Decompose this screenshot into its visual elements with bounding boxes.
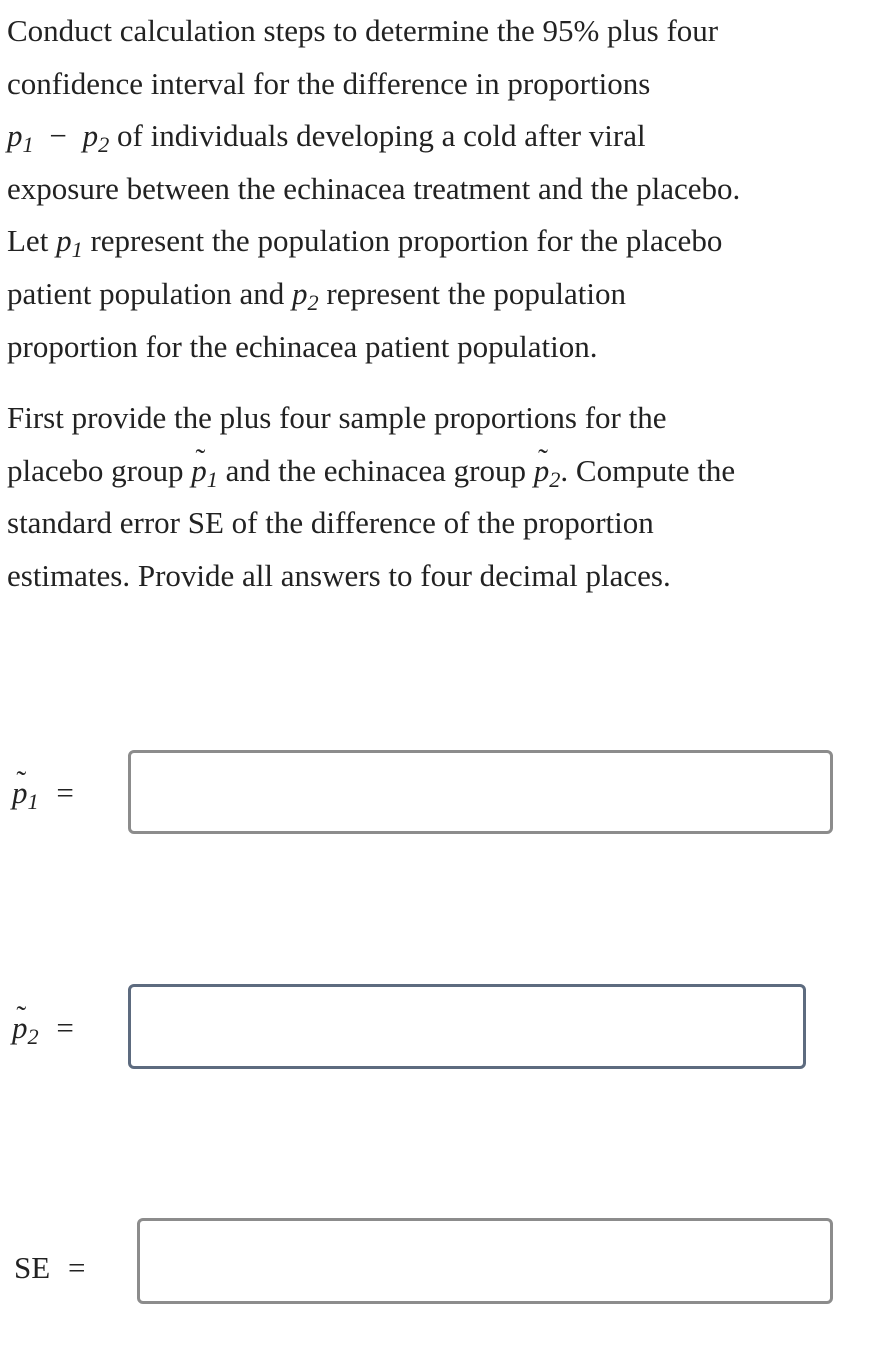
question-paragraph-1 xyxy=(7,5,877,373)
question-text: patient population and xyxy=(7,275,285,311)
question-line: estimates. Provide all answers to four decimal places. xyxy=(7,557,671,593)
math-p2: $p_2$ xyxy=(82,118,110,158)
question-line xyxy=(7,110,877,163)
math-p1-tilde: ˜ $p_1$ xyxy=(191,453,218,488)
question-line: exposure between the echinacea treatment and the placebo. xyxy=(7,170,741,206)
se-text: SE xyxy=(14,1250,51,1285)
equals-sign: = xyxy=(56,775,74,810)
question-line xyxy=(7,215,877,268)
question-text: and the echinacea group xyxy=(225,452,526,488)
question-text: . Compute the xyxy=(560,452,736,488)
math-p2: $p_2$ xyxy=(291,275,319,316)
minus-sign: − xyxy=(49,118,67,154)
question-line: proportion for the echinacea patient population. xyxy=(7,328,598,364)
question-line: standard error SE of the difference of the proportion xyxy=(7,505,654,541)
question-paragraph-2 xyxy=(7,392,877,602)
question-text: of individuals developing a cold after viral xyxy=(117,118,646,154)
equals-sign: = xyxy=(56,1010,74,1045)
p1-tilde-input[interactable] xyxy=(128,750,833,834)
equals-sign: = xyxy=(67,1250,86,1285)
math-p2-tilde: ˜ $p_2$ xyxy=(534,453,561,488)
question-text: represent the population xyxy=(326,275,626,311)
question-line: First provide the plus four sample proportions for the xyxy=(7,400,667,435)
question-text: represent the population proportion for the placebo xyxy=(90,223,723,259)
p2-tilde-label xyxy=(12,1008,74,1048)
math-p1-tilde: ˜ $p_1$ xyxy=(12,775,39,810)
se-input[interactable] xyxy=(137,1218,833,1304)
p1-tilde-label xyxy=(12,773,74,813)
question-text: placebo group xyxy=(7,452,184,488)
question-line xyxy=(7,268,877,321)
math-p1: $p_1$ xyxy=(56,223,83,263)
se-label xyxy=(14,1248,85,1288)
question-text: Let xyxy=(7,223,49,259)
question-line: Conduct calculation steps to determine the 95% plus four xyxy=(7,13,719,48)
math-p1: $p_1$ xyxy=(7,118,34,158)
question-line xyxy=(7,445,877,498)
p2-tilde-input[interactable] xyxy=(128,984,806,1069)
math-p2-tilde: ˜ $p_2$ xyxy=(12,1010,39,1045)
question-line: confidence interval for the difference in proportions xyxy=(7,65,651,101)
